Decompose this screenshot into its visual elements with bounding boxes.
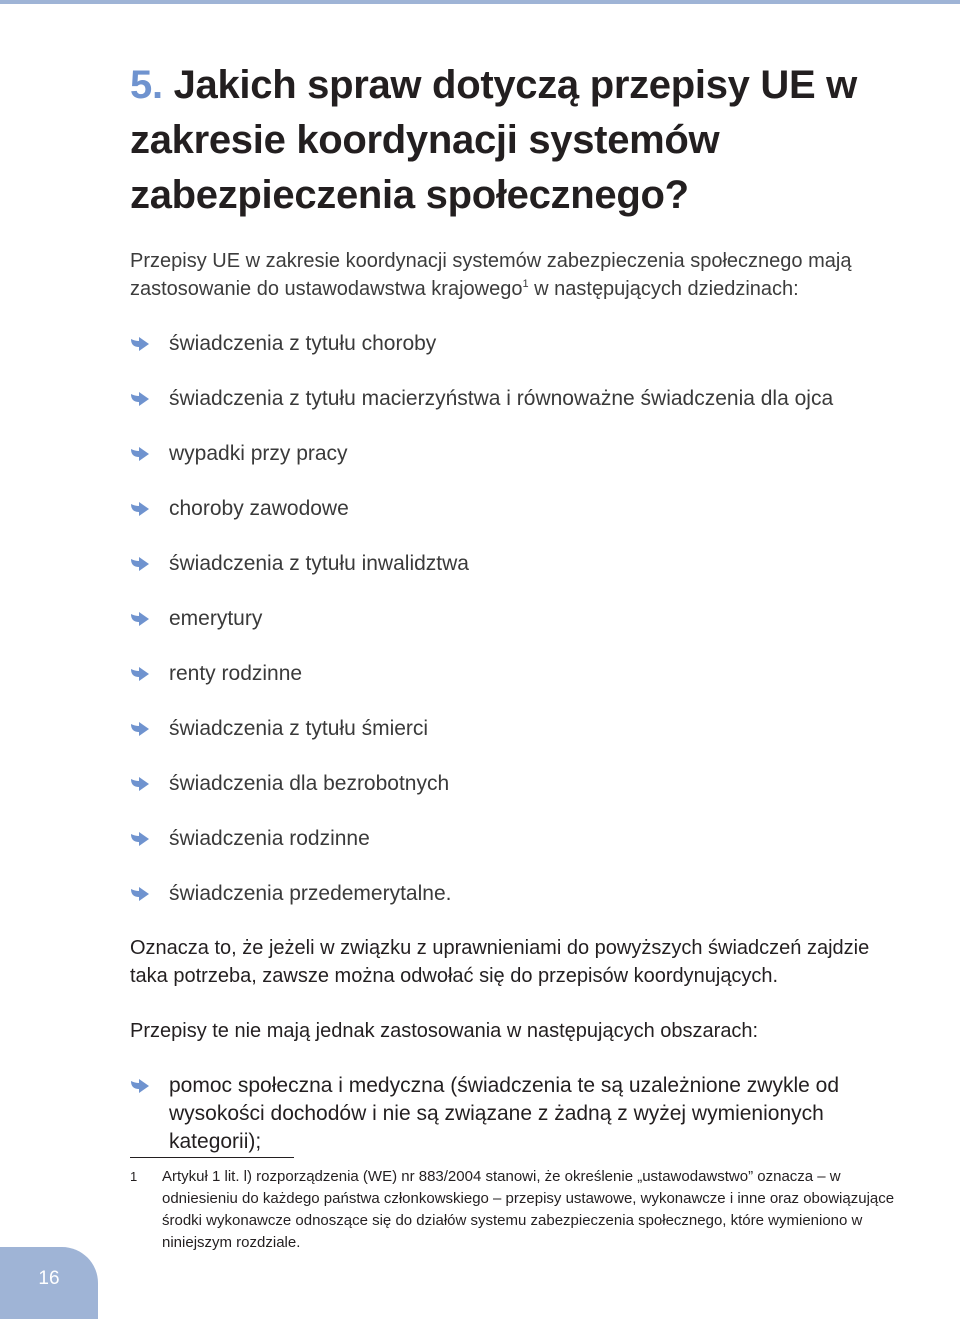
arrow-icon [130,446,150,462]
list-item [130,770,900,798]
page-number: 16 [38,1268,60,1289]
list-item-text: świadczenia dla bezrobotnych [169,772,450,795]
list-item [130,550,900,578]
list-item-text: choroby zawodowe [169,497,349,520]
footnote-divider [130,1157,294,1158]
footnote [130,1166,900,1254]
excluded-areas-list [130,1072,900,1156]
list-item [130,715,900,743]
arrow-icon [130,1078,150,1094]
section-heading [130,58,900,223]
arrow-icon [130,831,150,847]
top-rule [0,0,960,4]
arrow-icon [130,886,150,902]
list-item-text: emerytury [169,607,263,630]
page-content [130,58,900,1156]
section-title: Jakich spraw dotyczą przepisy UE w zakresie koordynacji systemów zabezpieczenia społecznego? [130,63,857,217]
list-item [130,605,900,633]
list-item [130,880,900,908]
list-item [130,330,900,358]
list-item [130,385,900,413]
intro-paragraph [130,247,900,303]
covered-areas-list [130,330,900,908]
explanation-paragraph: Oznacza to, że jeżeli w związku z uprawnieniami do powyższych świadczeń zajdzie taka potrzeba, zawsze można odwołać się do przepisów koordynujących. [130,937,870,987]
list-item-text: świadczenia z tytułu inwalidztwa [169,552,469,575]
arrow-icon [130,391,150,407]
arrow-icon [130,611,150,627]
arrow-icon [130,666,150,682]
list-item [130,495,900,523]
list-item-text: świadczenia z tytułu śmierci [169,717,429,740]
section-number: 5. [130,63,163,107]
exclusions-intro-paragraph: Przepisy te nie mają jednak zastosowania w następujących obszarach: [130,1020,759,1042]
list-item-text: renty rodzinne [169,662,303,685]
list-item-text: świadczenia z tytułu choroby [169,332,437,355]
footnote-mark: 1 [130,1169,138,1184]
arrow-icon [130,556,150,572]
footnote-text: Artykuł 1 lit. l) rozporządzenia (WE) nr 883/2004 stanowi, że określenie „ustawodawstwo” oznacza – w odniesieniu do każdego państwa członkowskiego – przepisy ustawowe, wykonawcze i inne oraz obowiązujące środki wykonawcze odnoszące się do działów systemu zabezpieczenia społecznego, które wymieniono w niniejszym rozdziale. [162,1168,895,1251]
list-item [130,660,900,688]
list-item [130,825,900,853]
arrow-icon [130,776,150,792]
arrow-icon [130,721,150,737]
list-item [130,440,900,468]
list-item-text: świadczenia rodzinne [169,827,370,850]
list-item [130,1072,900,1156]
intro-text-end: w następujących dziedzinach: [528,278,799,300]
list-item-text: świadczenia przedemerytalne. [169,882,452,905]
list-item-text: wypadki przy pracy [169,442,348,465]
list-item-text: świadczenia z tytułu macierzyństwa i równoważne świadczenia dla ojca [169,387,834,410]
arrow-icon [130,336,150,352]
footnote-reference[interactable]: 1 [522,278,529,290]
arrow-icon [130,501,150,517]
list-item-text: pomoc społeczna i medyczna (świadczenia te są uzależnione zwykle od wysokości dochodów i nie są związane z żadną z wyżej wymienionych kategorii); [169,1074,840,1153]
intro-text: Przepisy UE w zakresie koordynacji systemów zabezpieczenia społecznego mają zastosowanie do ustawodawstwa krajowego [130,250,852,300]
